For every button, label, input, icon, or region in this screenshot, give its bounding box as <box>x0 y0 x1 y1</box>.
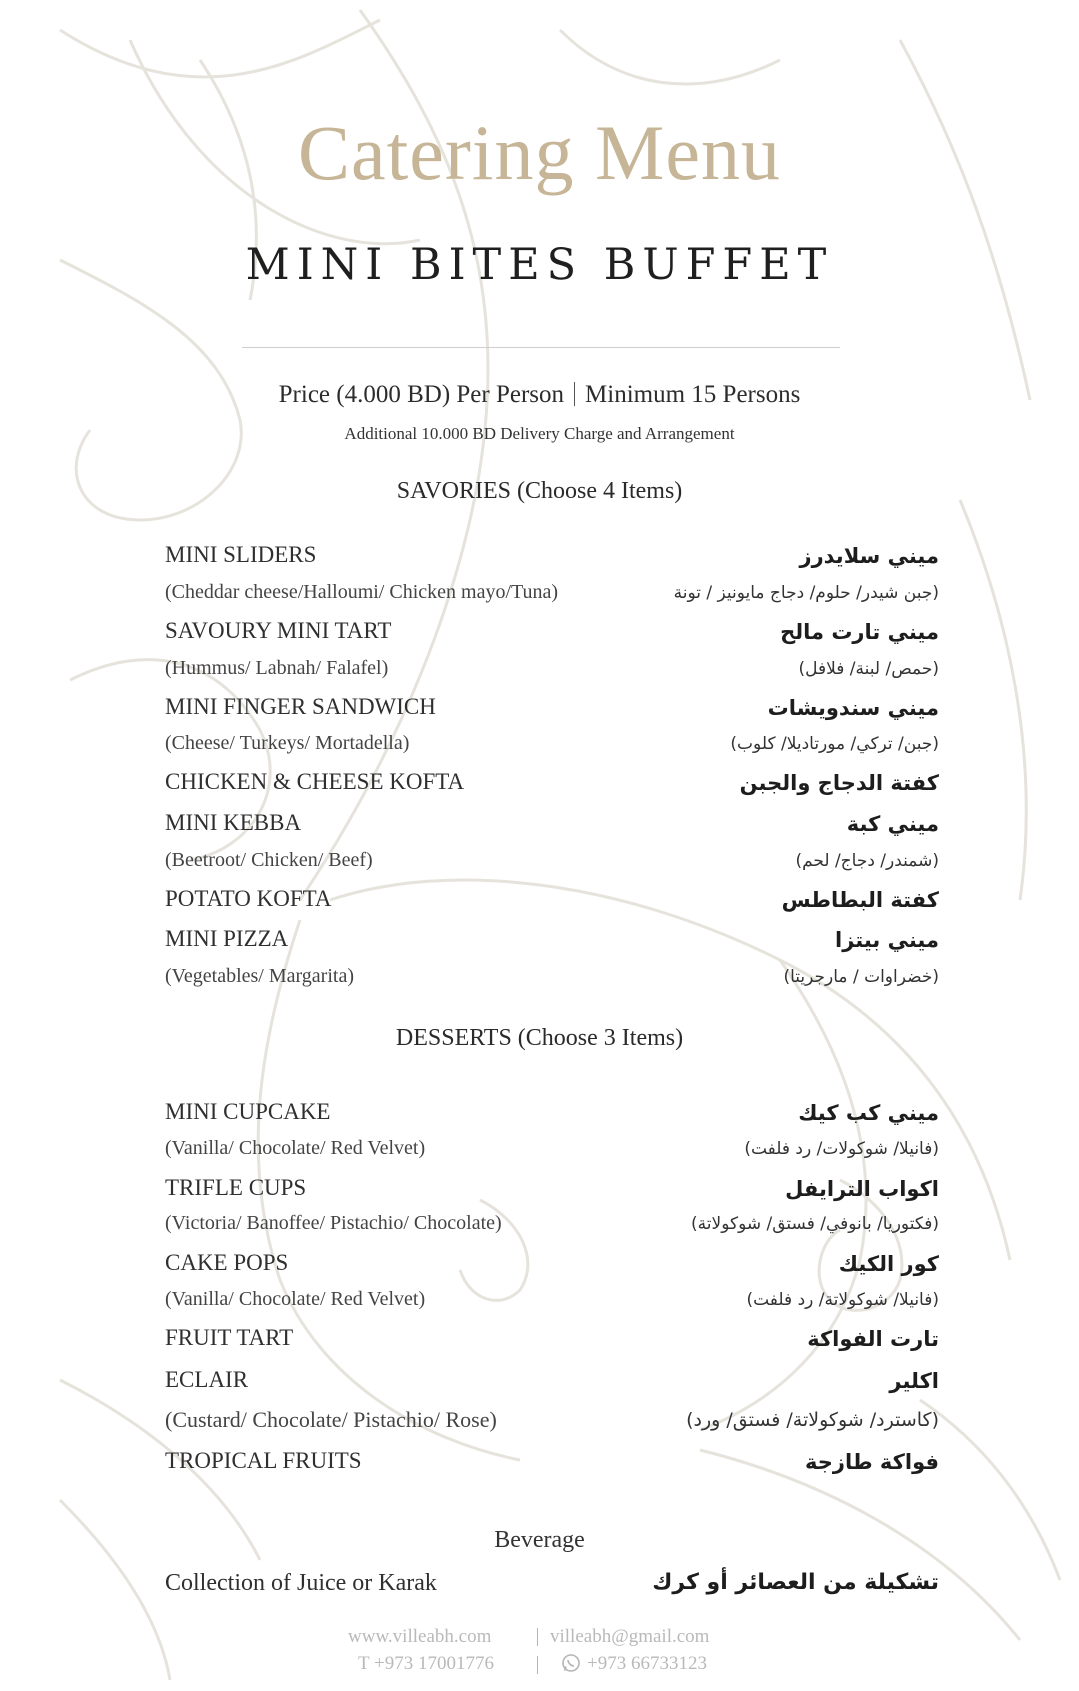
savory-options-en: (Vegetables/ Margarita) <box>165 965 354 987</box>
savories-heading: SAVORIES (Choose 4 Items) <box>396 478 683 504</box>
dessert-options-ar: (فكتوريا/ بانوفي/ فستق/ شوكولاتة) <box>691 1214 939 1234</box>
buffet-name: MINI BITES BUFFET <box>245 240 834 290</box>
savory-item-en: MINI FINGER SANDWICH <box>165 694 436 719</box>
desserts-heading: DESSERTS (Choose 3 Items) <box>395 1025 684 1051</box>
savory-item-en: MINI KEBBA <box>165 810 302 835</box>
savory-options-ar: (شمندر/ دجاج/ لحم) <box>795 851 939 871</box>
savory-item-en: MINI SLIDERS <box>165 542 317 567</box>
beverage-heading: Beverage <box>494 1527 585 1553</box>
savory-options-en: (Beetroot/ Chicken/ Beef) <box>165 849 373 871</box>
header-divider <box>242 347 840 348</box>
delivery-note: Additional 10.000 BD Delivery Charge and Arrangement <box>344 424 735 443</box>
dessert-item-ar: اكلير <box>889 1369 939 1393</box>
dessert-item-ar: اكواب الترايفل <box>785 1177 939 1201</box>
savory-options-en: (Cheddar cheese/Halloumi/ Chicken mayo/Tuna) <box>165 581 559 603</box>
dessert-options-ar: (فانيلا/ شوكولات/ رد فلفت) <box>744 1139 939 1159</box>
savory-item-en: CHICKEN & CHEESE KOFTA <box>165 769 465 794</box>
price-line <box>0 381 1079 409</box>
savory-options-ar: (جبن شيدر/ حلوم/ دجاج مايونيز / تونة <box>673 583 939 603</box>
dessert-options-ar: (فانيلا/ شوكولاتة/ رد فلفت) <box>746 1290 939 1310</box>
savory-item-en: MINI PIZZA <box>165 926 289 951</box>
dessert-item-en: MINI CUPCAKE <box>165 1099 331 1124</box>
footer-divider <box>537 1628 538 1646</box>
savory-item-ar: ميني سلايدرز <box>799 544 939 568</box>
dessert-item-en: FRUIT TART <box>165 1325 294 1350</box>
savory-item-ar: ميني كبة <box>846 812 939 836</box>
savory-item-ar: ميني بيتزا <box>835 928 939 952</box>
menu-title: Catering Menu <box>297 109 782 196</box>
savory-item-en: POTATO KOFTA <box>165 886 332 911</box>
savory-options-en: (Cheese/ Turkeys/ Mortadella) <box>165 732 410 754</box>
dessert-item-en: TROPICAL FRUITS <box>165 1448 362 1473</box>
savory-item-ar: ميني سندويشات <box>767 696 939 720</box>
dessert-item-ar: تارت الفواكة <box>807 1327 939 1351</box>
savory-options-ar: (حمص/ لبنة/ فلافل) <box>798 659 939 679</box>
dessert-item-en: ECLAIR <box>165 1367 249 1392</box>
footer-email[interactable]: villeabh@gmail.com <box>550 1626 710 1647</box>
savory-options-en: (Hummus/ Labnah/ Falafel) <box>165 657 389 679</box>
savory-item-en: SAVOURY MINI TART <box>165 618 392 643</box>
footer-whatsapp[interactable]: +973 66733123 <box>587 1653 707 1674</box>
savory-item-ar: ميني تارت مالح <box>780 620 939 644</box>
dessert-item-en: CAKE POPS <box>165 1250 289 1275</box>
footer-phone[interactable]: T +973 17001776 <box>358 1653 494 1674</box>
dessert-item-ar: ميني كب كيك <box>798 1101 939 1125</box>
footer-website[interactable]: www.villeabh.com <box>348 1626 492 1647</box>
dessert-item-ar: فواكة طازجة <box>805 1450 939 1474</box>
savory-options-ar: (خضراوات / مارجريتا) <box>783 967 939 987</box>
dessert-item-en: TRIFLE CUPS <box>165 1175 307 1200</box>
beverage-item-ar: تشكيلة من العصائر أو كرك <box>652 1570 939 1595</box>
price-separator <box>574 382 575 406</box>
dessert-options-ar: (كاسترد/ شوكولاتة/ فستق/ ورد) <box>686 1409 939 1431</box>
savory-options-ar: (جبن/ تركي/ مورتاديلا/ كلوب) <box>730 734 939 754</box>
dessert-options-en: (Vanilla/ Chocolate/ Red Velvet) <box>165 1288 426 1310</box>
savory-item-ar: كفتة الدجاج والجبن <box>739 771 939 795</box>
savory-item-ar: كفتة البطاطس <box>781 888 939 912</box>
dessert-options-en: (Custard/ Chocolate/ Pistachio/ Rose) <box>165 1407 497 1432</box>
whatsapp-icon <box>561 1653 581 1673</box>
dessert-item-ar: كور الكيك <box>838 1252 939 1276</box>
dessert-options-en: (Vanilla/ Chocolate/ Red Velvet) <box>165 1137 426 1159</box>
minimum-text: Minimum 15 Persons <box>585 381 801 408</box>
price-text: Price (4.000 BD) Per Person <box>278 381 565 408</box>
footer-divider <box>537 1656 538 1674</box>
dessert-options-en: (Victoria/ Banoffee/ Pistachio/ Chocolate) <box>165 1212 502 1234</box>
beverage-item-en: Collection of Juice or Karak <box>165 1570 437 1596</box>
